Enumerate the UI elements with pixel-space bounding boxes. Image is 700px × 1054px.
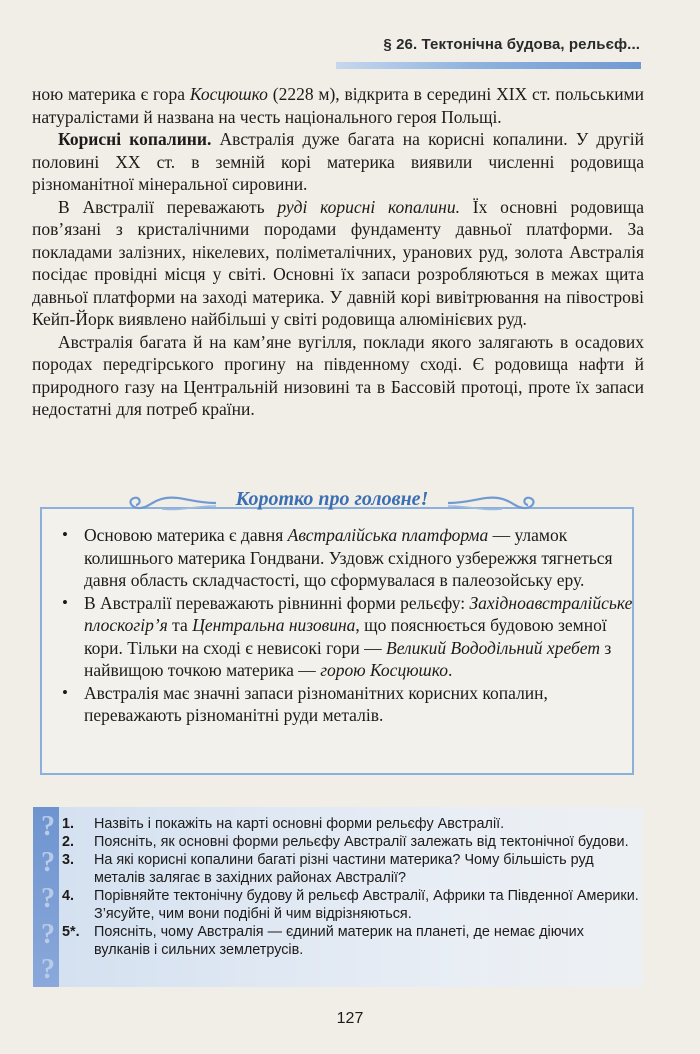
ornament-right-icon (446, 492, 542, 514)
question-item: 1. Назвіть і покажіть на карті основні форми рельєфу Австралії. (62, 816, 505, 832)
summary-title: Коротко про головне! (235, 488, 429, 510)
summary-heading (122, 486, 542, 518)
paragraph-4: Австралія багата й на кам’яне вугілля, поклади якого залягають в осадових породах передгірського прогину на південному сході. Є родовища нафти й природного газу на Центральній низовині та в Бассовій протоці, проте їх запаси недостатні для потреб країни. (32, 331, 644, 419)
paragraph-2: Корисні копалини. Австралія дуже багата на корисні копалини. У другій половині XX ст. в земній корі материка виявили численні родовища різноманітної мінеральної сировини. (32, 129, 644, 194)
summary-list (62, 524, 634, 727)
question-item: 4. Порівняйте тектонічну будову й рельєф Австралії, Африки та Південної Америки. З’ясуйте, чим вони подібні й чим відрізняються. (62, 888, 639, 922)
term-ore-minerals: руді корисні копалини. (277, 196, 460, 217)
subheading-minerals: Корисні копалини. (58, 129, 212, 149)
main-text (32, 83, 644, 421)
question-mark-icon: ? (41, 954, 55, 985)
question-mark-icon: ? (41, 811, 55, 842)
summary-item: • Австралія має значні запаси різноманітних корисних копалин, переважають різноманітні руди металів. (62, 682, 548, 725)
question-mark-icon: ? (41, 883, 55, 914)
question-item: 5*. Поясніть, чому Австралія — єдиний материк на планеті, де немає діючих вулканів і сильних землетрусів. (62, 924, 584, 958)
term-kosciuszko: Косцюшко (189, 84, 268, 104)
question-item: 3. На які корисні копалини багаті різні частини материка? Чому більшість руд металів залягає в західних районах Австралії? (62, 852, 594, 886)
question-mark-icon: ? (41, 919, 55, 950)
paragraph-3: В Австралії переважають руді корисні копалини. Їх основні родовища пов’язані з кристалічними породами фундаменту давньої платформи. За покладами залізних, нікелевих, поліметалічних, уранових руд, золота Австралія посідає провідні місця у світі. Основні їх запаси розробляються в межах щита давньої платформи на заході материка. У давній корі вивітрювання на півострові Кейп-Йорк виявлено найбільші у світі родовища алюмінієвих руд. (32, 196, 644, 329)
page-number: 127 (336, 1010, 364, 1027)
running-header (0, 30, 640, 60)
summary-item: • Основою материка є давня Австралійська платформа — уламок колишнього материка Гондвани. Уздовж східного узбережжя тягнеться давня область складчастості, що сформувалася в палеозойську еру. (62, 525, 613, 590)
summary-item: • В Австралії переважають рівнинні форми рельєфу: Західноавстралійське плоскогір’я та Центральна низовина, що пояснюється будовою земної кори. Тільки на сході є невисокі гори — Великий Вододільний хребет з найвищою точкою материка — горою Косцюшко. (62, 592, 633, 680)
paragraph-1: ною материка є гора Косцюшко (2228 м), відкрита в середині XIX ст. польськими натуралістами й названа на честь національного героя Польщі. (32, 84, 644, 127)
questions-list (62, 815, 642, 959)
header-accent-bar (336, 62, 641, 69)
question-item: 2. Поясніть, як основні форми рельєфу Австралії залежать від тектонічної будови. (62, 834, 629, 850)
section-title: § 26. Тектонічна будова, рельєф... (383, 36, 640, 53)
question-mark-icon: ? (41, 847, 55, 878)
